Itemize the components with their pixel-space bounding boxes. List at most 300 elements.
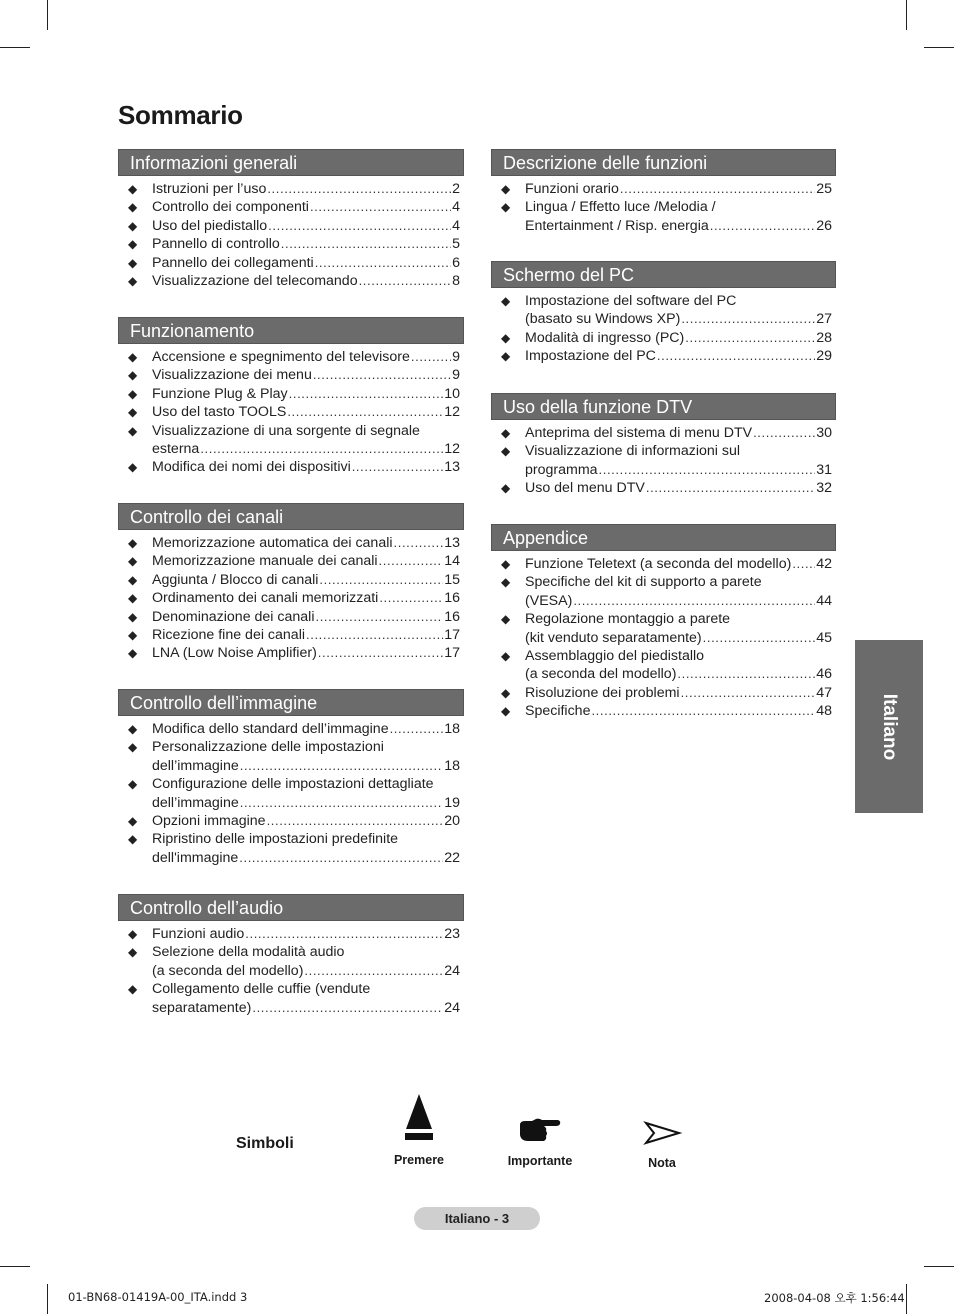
section-descrizione-funzioni — [491, 149, 836, 235]
diamond-bullet-icon: ◆ — [128, 405, 138, 420]
dot-leader — [685, 329, 815, 347]
section-controllo-audio — [118, 894, 464, 1017]
page-ref: 10 — [444, 385, 460, 402]
symbol-caption: Importante — [507, 1154, 573, 1168]
diamond-bullet-icon: ◆ — [501, 349, 511, 364]
diamond-bullet-icon: ◆ — [128, 350, 138, 364]
dot-leader — [267, 180, 451, 198]
toc-item — [118, 272, 464, 290]
toc-list — [118, 348, 464, 477]
toc-item-text: Pannello di controllo — [152, 236, 280, 253]
toc-item-text: Funzioni orario — [525, 181, 619, 197]
toc-item — [118, 385, 464, 403]
diamond-bullet-icon: ◆ — [128, 832, 138, 847]
dot-leader — [657, 347, 815, 365]
toc-item — [118, 348, 464, 366]
toc-item — [118, 980, 464, 1017]
toc-entry-row — [152, 254, 460, 272]
page-ref: 48 — [816, 703, 832, 720]
page-ref: 24 — [444, 962, 460, 979]
symbol-caption: Nota — [648, 1156, 676, 1170]
toc-item — [118, 366, 464, 384]
diamond-bullet-icon: ◆ — [128, 554, 138, 569]
toc-item — [118, 775, 464, 812]
toc-item — [118, 552, 464, 570]
crop-mark — [47, 0, 48, 30]
diamond-bullet-icon: ◆ — [128, 386, 138, 401]
dot-leader — [646, 479, 815, 497]
page-ref: 18 — [444, 757, 460, 774]
toc-item-text: Entertainment / Risp. energia — [525, 217, 709, 234]
dot-leader — [318, 644, 443, 662]
toc-item-text: Opzioni immagine — [152, 813, 266, 830]
page-ref: 22 — [444, 849, 460, 866]
toc-item — [491, 555, 836, 573]
dot-leader — [753, 424, 815, 442]
section-schermo-pc — [491, 261, 836, 366]
page-ref: 17 — [444, 627, 460, 644]
toc-entry-row — [152, 272, 460, 290]
toc-item-text: Accensione e spegnimento del televisore — [152, 349, 410, 365]
toc-entry-row — [152, 849, 460, 867]
dot-leader — [411, 348, 451, 366]
section-title: Funzionamento — [118, 317, 464, 344]
page-ref: 24 — [444, 999, 460, 1016]
toc-item-text: dell'immagine — [152, 849, 239, 866]
page-ref: 19 — [444, 794, 460, 811]
toc-item — [118, 422, 464, 459]
dot-leader — [394, 534, 444, 552]
page-ref: 13 — [444, 535, 460, 551]
dot-leader — [315, 254, 451, 272]
toc-item — [118, 943, 464, 980]
toc-entry-row — [152, 458, 460, 476]
page-ref: 5 — [452, 236, 460, 253]
crop-mark — [924, 47, 954, 48]
toc-item — [118, 589, 464, 607]
section-appendice — [491, 524, 836, 721]
toc-item-text: Modifica dello standard dell’immagine — [152, 721, 389, 737]
dot-leader — [359, 272, 452, 290]
pointing-hand-icon — [518, 1117, 562, 1143]
page-ref: 25 — [816, 181, 832, 197]
crop-mark — [0, 47, 30, 48]
toc-entry-row — [152, 385, 460, 403]
diamond-bullet-icon: ◆ — [128, 368, 138, 383]
toc-entry-row — [152, 925, 460, 943]
page-ref: 6 — [452, 254, 460, 271]
toc-entry-row — [152, 552, 460, 570]
toc-entry-row — [525, 217, 832, 235]
toc-item-text: Ordinamento dei canali memorizzati — [152, 590, 379, 607]
page-ref: 17 — [444, 645, 460, 662]
section-title: Controllo dell’immagine — [118, 689, 464, 716]
toc-entry-row — [152, 999, 460, 1017]
toc-item — [491, 329, 836, 347]
toc-item — [118, 738, 464, 775]
dot-leader — [681, 684, 816, 702]
toc-entry-row — [152, 534, 460, 552]
dot-leader — [252, 999, 443, 1017]
toc-item — [118, 720, 464, 738]
toc-item-text: dell’immagine — [152, 794, 239, 811]
toc-item-line: Assemblaggio del piedistallo — [525, 648, 705, 665]
language-side-tab — [855, 640, 923, 813]
page-ref: 30 — [816, 425, 832, 441]
diamond-bullet-icon: ◆ — [501, 685, 511, 700]
page-ref: 27 — [816, 311, 832, 328]
toc-item — [118, 812, 464, 830]
section-informazioni-generali — [118, 149, 464, 290]
arrowhead-icon — [642, 1121, 682, 1145]
section-title: Informazioni generali — [118, 149, 464, 176]
toc-entry-row — [525, 592, 832, 610]
symbol-nota — [617, 1121, 707, 1170]
dot-leader — [620, 180, 815, 198]
dot-leader — [319, 571, 443, 589]
dot-leader — [287, 403, 443, 421]
toc-item — [491, 424, 836, 442]
dot-leader — [573, 592, 815, 610]
toc-entry-row — [525, 310, 832, 328]
dot-leader — [379, 589, 443, 607]
toc-item-text: Modalità di ingresso (PC) — [525, 329, 685, 346]
toc-item-text: (kit venduto separatamente) — [525, 629, 702, 646]
toc-item-text: Uso del piedistallo — [152, 217, 268, 234]
diamond-bullet-icon: ◆ — [501, 575, 511, 590]
crop-mark — [906, 0, 907, 30]
dot-leader — [200, 440, 443, 458]
toc-item-line: Collegamento delle cuffie (vendute — [152, 981, 371, 998]
crop-mark — [0, 1266, 30, 1267]
diamond-bullet-icon: ◆ — [128, 182, 138, 196]
section-title: Controllo dei canali — [118, 503, 464, 530]
diamond-bullet-icon: ◆ — [128, 609, 138, 624]
toc-item-text: (VESA) — [525, 592, 573, 609]
symbol-premere — [374, 1092, 464, 1167]
page-ref: 29 — [816, 348, 832, 365]
dot-leader — [352, 458, 444, 476]
toc-entry-row — [152, 235, 460, 253]
toc-item — [118, 198, 464, 216]
page-ref: 46 — [816, 666, 832, 683]
dot-leader — [306, 626, 443, 644]
page-ref: 8 — [452, 273, 460, 290]
toc-item-text: Aggiunta / Blocco di canali — [152, 571, 319, 588]
page-ref: 14 — [444, 553, 460, 570]
diamond-bullet-icon: ◆ — [128, 740, 138, 755]
toc-item-text: Funzioni audio — [152, 926, 245, 942]
toc-item-line: Specifiche del kit di supporto a parete — [525, 574, 762, 591]
diamond-bullet-icon: ◆ — [501, 294, 511, 308]
toc-item — [118, 403, 464, 421]
dot-leader — [310, 198, 451, 216]
toc-item-line: Configurazione delle impostazioni dettagliate — [152, 776, 434, 793]
toc-item-line: Lingua / Effetto luce /Melodia / — [525, 199, 716, 216]
toc-item — [491, 180, 836, 198]
page-ref: 4 — [452, 217, 460, 234]
toc-entry-row — [152, 608, 460, 626]
section-uso-dtv — [491, 393, 836, 498]
toc-entry-row — [152, 217, 460, 235]
crop-mark — [906, 1284, 907, 1314]
diamond-bullet-icon: ◆ — [128, 722, 138, 736]
page-ref: 18 — [444, 721, 460, 737]
toc-entry-row — [152, 366, 460, 384]
toc-item-line: Selezione della modalità audio — [152, 944, 345, 961]
toc-item-text: (a seconda del modello) — [152, 962, 304, 979]
diamond-bullet-icon: ◆ — [501, 649, 511, 664]
diamond-bullet-icon: ◆ — [128, 536, 138, 550]
diamond-bullet-icon: ◆ — [501, 557, 511, 571]
toc-item-text: Uso del menu DTV — [525, 480, 645, 497]
dot-leader — [681, 310, 815, 328]
toc-item-text: Denominazione dei canali — [152, 608, 315, 625]
diamond-bullet-icon: ◆ — [128, 591, 138, 606]
diamond-bullet-icon: ◆ — [128, 628, 138, 643]
toc-list — [118, 534, 464, 663]
toc-entry-row — [152, 571, 460, 589]
dot-leader — [315, 608, 443, 626]
toc-item — [491, 442, 836, 479]
toc-entry-row — [152, 794, 460, 812]
toc-item — [118, 830, 464, 867]
toc-item-text: Visualizzazione dei menu — [152, 367, 312, 384]
toc-list — [491, 555, 836, 721]
page-ref: 26 — [816, 217, 832, 234]
diamond-bullet-icon: ◆ — [128, 460, 138, 475]
footer-date: 2008-04-08 오후 1:56:44 — [764, 1291, 905, 1305]
section-title: Descrizione delle funzioni — [491, 149, 836, 176]
page-ref: 42 — [816, 556, 832, 572]
page-ref: 23 — [444, 926, 460, 942]
page-ref: 2 — [452, 181, 460, 197]
toc-item — [118, 534, 464, 552]
toc-entry-row — [152, 440, 460, 458]
toc-entry-row — [525, 665, 832, 683]
dot-leader — [390, 720, 444, 738]
toc-item-text: Funzione Teletext (a seconda del modello) — [525, 556, 792, 572]
diamond-bullet-icon: ◆ — [128, 218, 138, 233]
toc-item — [491, 573, 836, 610]
diamond-bullet-icon: ◆ — [501, 481, 511, 496]
page-ref: 12 — [444, 441, 460, 458]
dot-leader — [240, 794, 443, 812]
toc-item-text: Ricezione fine dei canali — [152, 627, 306, 644]
dot-leader — [379, 552, 444, 570]
toc-item-text: Funzione Plug & Play — [152, 385, 288, 402]
toc-item — [491, 610, 836, 647]
toc-list — [118, 720, 464, 867]
toc-entry-row — [525, 555, 832, 573]
page-ref: 20 — [444, 813, 460, 830]
section-title: Schermo del PC — [491, 261, 836, 288]
toc-item-line: Regolazione montaggio a parete — [525, 611, 731, 628]
dot-leader — [313, 366, 451, 384]
toc-entry-row — [152, 589, 460, 607]
toc-item-text: Visualizzazione del telecomando — [152, 273, 358, 290]
page-ref: 4 — [452, 199, 460, 216]
page-title: Sommario — [118, 100, 243, 130]
toc-item-text: Impostazione del PC — [525, 348, 656, 365]
diamond-bullet-icon: ◆ — [128, 423, 138, 438]
diamond-bullet-icon: ◆ — [501, 426, 511, 440]
page-ref: 16 — [444, 590, 460, 607]
toc-list — [118, 925, 464, 1017]
dot-leader — [268, 217, 451, 235]
toc-item — [491, 647, 836, 684]
section-controllo-immagine — [118, 689, 464, 867]
diamond-bullet-icon: ◆ — [128, 237, 138, 252]
toc-item — [118, 254, 464, 272]
diamond-bullet-icon: ◆ — [128, 814, 138, 829]
page-ref: 12 — [444, 404, 460, 421]
page-ref: 13 — [444, 459, 460, 476]
diamond-bullet-icon: ◆ — [501, 182, 511, 196]
toc-item-text: (basato su Windows XP) — [525, 311, 681, 328]
dot-leader — [792, 555, 815, 573]
diamond-bullet-icon: ◆ — [128, 200, 138, 215]
page-ref: 15 — [444, 571, 460, 588]
toc-item-text: Modifica dei nomi dei dispositivi — [152, 459, 351, 476]
section-title: Uso della funzione DTV — [491, 393, 836, 420]
toc-item — [118, 644, 464, 662]
page-ref: 9 — [452, 349, 460, 365]
toc-item-text: separatamente) — [152, 999, 252, 1016]
page-ref: 28 — [816, 329, 832, 346]
toc-entry-row — [152, 180, 460, 198]
toc-item — [118, 180, 464, 198]
toc-entry-row — [152, 348, 460, 366]
toc-entry-row — [525, 329, 832, 347]
toc-item — [118, 608, 464, 626]
toc-entry-row — [525, 461, 832, 479]
toc-item-text: Risoluzione dei problemi — [525, 684, 680, 701]
footer-file: 01-BN68-01419A-00_ITA.indd 3 — [68, 1290, 248, 1304]
toc-item — [491, 684, 836, 702]
diamond-bullet-icon: ◆ — [128, 646, 138, 661]
dot-leader — [289, 385, 444, 403]
dot-leader — [703, 629, 816, 647]
toc-item — [118, 458, 464, 476]
toc-list — [118, 180, 464, 290]
section-controllo-canali — [118, 503, 464, 663]
toc-item-text: Controllo dei componenti — [152, 199, 309, 216]
page-number: Italiano - 3 — [414, 1207, 540, 1230]
diamond-bullet-icon: ◆ — [128, 255, 138, 270]
toc-item — [491, 198, 836, 235]
toc-entry-row — [525, 684, 832, 702]
toc-entry-row — [152, 962, 460, 980]
crop-mark — [47, 1284, 48, 1314]
section-title: Appendice — [491, 524, 836, 551]
crop-mark — [924, 1266, 954, 1267]
dot-leader — [677, 665, 815, 683]
toc-item-line: Visualizzazione di informazioni sul — [525, 443, 741, 460]
dot-leader — [245, 925, 443, 943]
toc-entry-row — [152, 644, 460, 662]
diamond-bullet-icon: ◆ — [501, 200, 511, 215]
toc-item-line: Visualizzazione di una sorgente di segnale — [152, 422, 420, 439]
toc-item — [491, 702, 836, 720]
diamond-bullet-icon: ◆ — [501, 330, 511, 345]
toc-item-text: (a seconda del modello) — [525, 666, 677, 683]
page-ref: 16 — [444, 608, 460, 625]
toc-entry-row — [525, 180, 832, 198]
press-triangle-icon — [402, 1092, 436, 1142]
toc-item-line: Personalizzazione delle impostazioni — [152, 739, 384, 756]
dot-leader — [599, 461, 816, 479]
toc-list — [491, 424, 836, 498]
diamond-bullet-icon: ◆ — [128, 982, 138, 997]
diamond-bullet-icon: ◆ — [128, 274, 138, 289]
toc-entry-row — [152, 403, 460, 421]
toc-entry-row — [525, 629, 832, 647]
toc-item — [118, 925, 464, 943]
toc-entry-row — [525, 702, 832, 720]
diamond-bullet-icon: ◆ — [128, 572, 138, 587]
toc-list — [491, 180, 836, 235]
language-label: Italiano — [879, 693, 900, 760]
toc-item-text: programma — [525, 461, 598, 478]
diamond-bullet-icon: ◆ — [128, 945, 138, 960]
toc-entry-row — [152, 812, 460, 830]
toc-item-text: Anteprima del sistema di menu DTV — [525, 425, 753, 441]
diamond-bullet-icon: ◆ — [128, 777, 138, 792]
diamond-bullet-icon: ◆ — [501, 704, 511, 719]
toc-entry-row — [152, 757, 460, 775]
toc-item-text: Specifiche — [525, 703, 591, 720]
page-ref: 45 — [816, 629, 832, 646]
diamond-bullet-icon: ◆ — [128, 927, 138, 941]
toc-item — [491, 347, 836, 365]
toc-item-text: LNA (Low Noise Amplifier) — [152, 645, 317, 662]
toc-item-text: Pannello dei collegamenti — [152, 254, 314, 271]
section-title: Controllo dell’audio — [118, 894, 464, 921]
symbol-caption: Premere — [393, 1153, 445, 1167]
toc-list — [491, 292, 836, 366]
toc-item-line: Ripristino delle impostazioni predefinite — [152, 831, 399, 848]
toc-item-text: Istruzioni per l’uso — [152, 181, 267, 197]
dot-leader — [239, 849, 443, 867]
toc-item-line: Impostazione del software del PC — [525, 293, 737, 309]
dot-leader — [304, 962, 443, 980]
toc-item-text: Memorizzazione manuale dei canali — [152, 553, 378, 570]
toc-entry-row — [525, 347, 832, 365]
page-ref: 32 — [816, 480, 832, 497]
toc-item — [491, 292, 836, 329]
dot-leader — [281, 235, 451, 253]
toc-entry-row — [525, 479, 832, 497]
dot-leader — [710, 217, 815, 235]
toc-entry-row — [152, 720, 460, 738]
toc-entry-row — [152, 626, 460, 644]
toc-entry-row — [525, 424, 832, 442]
page-ref: 44 — [816, 592, 832, 609]
diamond-bullet-icon: ◆ — [501, 612, 511, 627]
dot-leader — [267, 812, 444, 830]
dot-leader — [240, 757, 443, 775]
toc-item-text: Memorizzazione automatica dei canali — [152, 535, 393, 551]
symbol-importante — [495, 1117, 585, 1168]
page-ref: 47 — [816, 684, 832, 701]
toc-item — [118, 235, 464, 253]
toc-item — [118, 626, 464, 644]
toc-item — [118, 217, 464, 235]
page-ref: 9 — [452, 367, 460, 384]
toc-item — [491, 479, 836, 497]
dot-leader — [591, 702, 815, 720]
